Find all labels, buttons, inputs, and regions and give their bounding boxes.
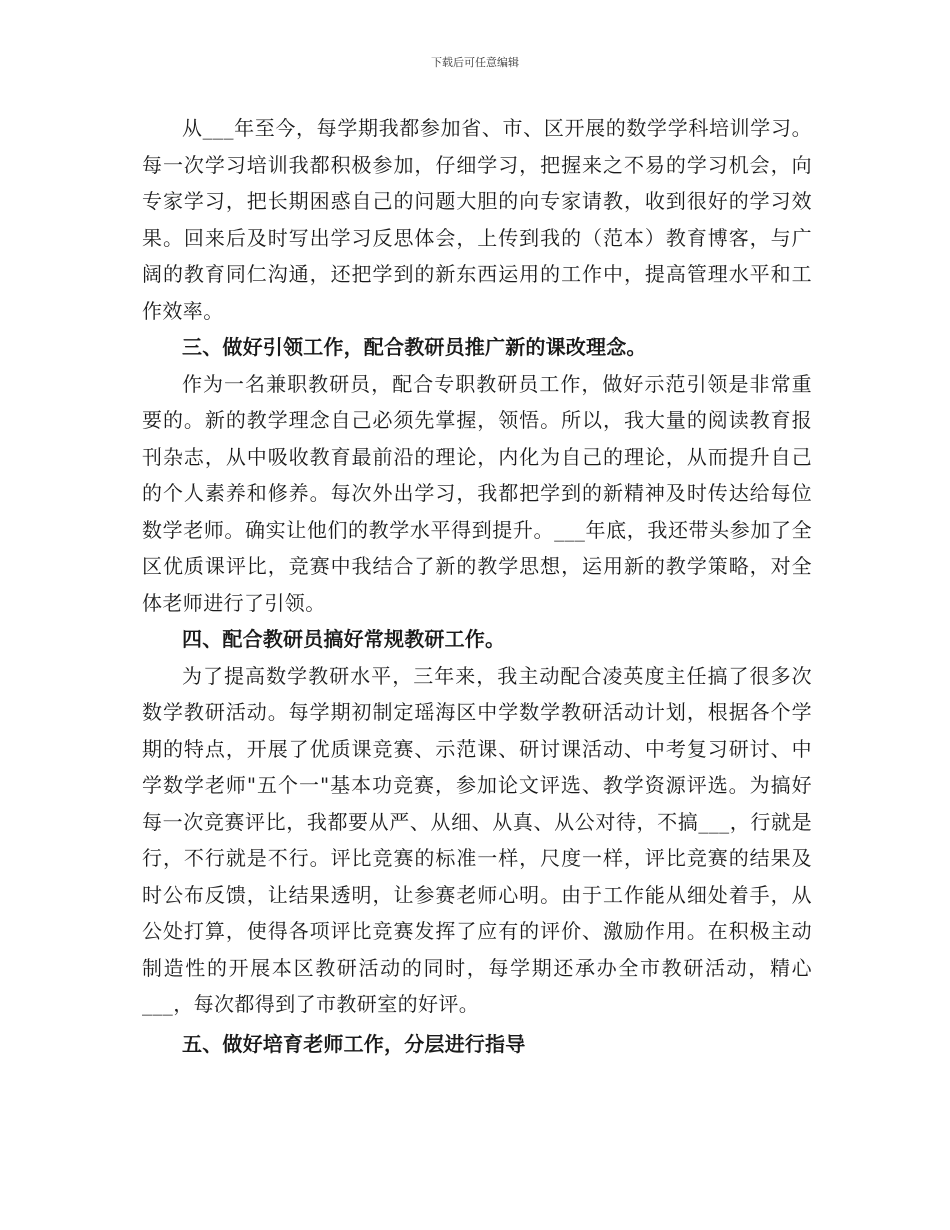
section-heading-4: 四、配合教研员搞好常规教研工作。 bbox=[182, 627, 506, 651]
section-heading-5: 五、做好培育老师工作，分层进行指导 bbox=[182, 1031, 526, 1056]
document-body bbox=[142, 110, 812, 1062]
paragraph-research: 为了提高数学教研水平，三年来，我主动配合凌英度主任搞了很多次数学教研活动。每学期初制定瑶海区中学数学教研活动计划，根据各个学期的特点，开展了优质课竞赛、示范课、研讨课活动、中考复习研讨、中学数学老师"五个一"基本功竞赛，参加论文评选、教学资源评选。为搞好每一次竞赛评比，我都要从严、从细、从真、从公对待，不搞___，行就是行，不行就是不行。评比竞赛的标准一样，尺度一样，评比竞赛的结果及时公布反馈，让结果透明，让参赛老师心明。由于工作能从细处着手，从公处打算，使得各项评比竞赛发挥了应有的评价、激励作用。在积极主动制造性的开展本区教研活动的同时，每学期还承办全市教研活动，精心___，每次都得到了市教研室的好评。 bbox=[142, 663, 812, 1016]
paragraph-leadership: 作为一名兼职教研员，配合专职教研员工作，做好示范引领是非常重要的。新的教学理念自己必须先掌握，领悟。所以，我大量的阅读教育报刊杂志，从中吸收教育最前沿的理论，内化为自己的理论，从而提升自己的个人素养和修养。每次外出学习，我都把学到的新精神及时传达给每位数学老师。确实让他们的教学水平得到提升。___年底，我还带头参加了全区优质课评比，竞赛中我结合了新的教学思想，运用新的教学策略，对全体老师进行了引领。 bbox=[142, 371, 812, 615]
page-header: 下载后可任意编辑 bbox=[431, 56, 519, 69]
paragraph-training: 从___年至今，每学期我都参加省、市、区开展的数学学科培训学习。每一次学习培训我都积极参加，仔细学习，把握来之不易的学习机会，向专家学习，把长期困惑自己的问题大胆的向专家请教，收到很好的学习效果。回来后及时写出学习反思体会，上传到我的（范本）教育博客，与广阔的教育同仁沟通，还把学到的新东西运用的工作中，提高管理水平和工作效率。 bbox=[142, 116, 812, 323]
section-heading-3: 三、做好引领工作，配合教研员推广新的课改理念。 bbox=[182, 335, 647, 359]
